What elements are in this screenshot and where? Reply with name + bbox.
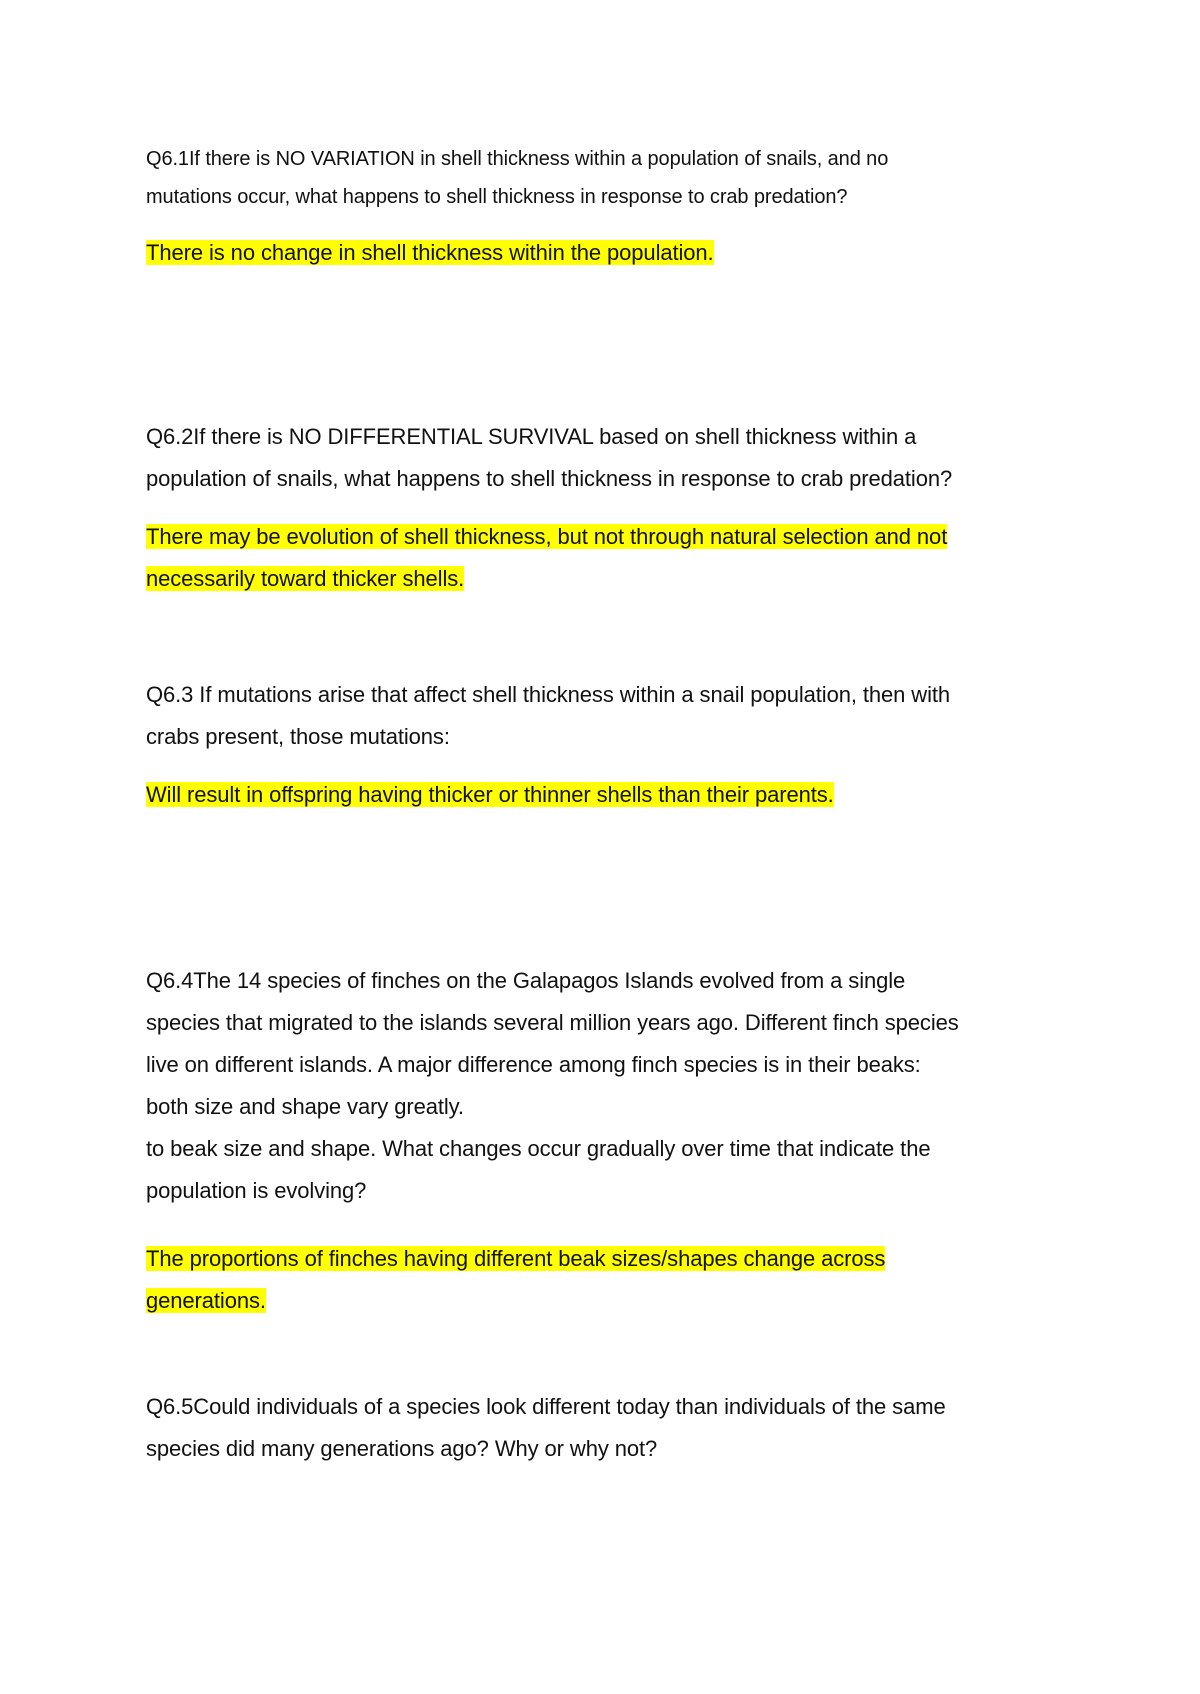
question-q6-4 <box>146 960 1076 1212</box>
question-q6-5 <box>146 1386 1076 1470</box>
question-line: Q6.2If there is NO DIFFERENTIAL SURVIVAL based on shell thickness within a <box>146 424 917 449</box>
question-line: population of snails, what happens to shell thickness in response to crab predation? <box>146 466 953 491</box>
question-line: species that migrated to the islands several million years ago. Different finch species <box>146 1010 959 1035</box>
question-line: crabs present, those mutations: <box>146 724 450 749</box>
question-line: mutations occur, what happens to shell thickness in response to crab predation? <box>146 186 848 208</box>
answer-highlight: The proportions of finches having different beak sizes/shapes change across <box>146 1246 886 1271</box>
question-line: Q6.1If there is NO VARIATION in shell thickness within a population of snails, and no <box>146 148 889 170</box>
question-line: to beak size and shape. What changes occur gradually over time that indicate the <box>146 1136 931 1161</box>
answer-highlight: There is no change in shell thickness within the population. <box>146 240 714 265</box>
answer-q6-2 <box>146 516 1076 600</box>
answer-q6-3 <box>146 774 1076 816</box>
question-line: Q6.3 If mutations arise that affect shell thickness within a snail population, then with <box>146 682 951 707</box>
answer-highlight: Will result in offspring having thicker or thinner shells than their parents. <box>146 782 834 807</box>
answer-highlight: There may be evolution of shell thickness, but not through natural selection and not <box>146 524 948 549</box>
question-q6-3 <box>146 674 1076 758</box>
question-line: Q6.5Could individuals of a species look different today than individuals of the same <box>146 1394 946 1419</box>
question-line: Q6.4The 14 species of finches on the Galapagos Islands evolved from a single <box>146 968 906 993</box>
answer-q6-1 <box>146 232 1076 274</box>
question-line: both size and shape vary greatly. <box>146 1094 464 1119</box>
question-line: species did many generations ago? Why or why not? <box>146 1436 658 1461</box>
question-q6-1 <box>146 140 1076 216</box>
question-line: population is evolving? <box>146 1178 367 1203</box>
answer-highlight: generations. <box>146 1288 266 1313</box>
question-q6-2 <box>146 416 1076 500</box>
answer-q6-4 <box>146 1238 1076 1322</box>
question-line: live on different islands. A major difference among finch species is in their beaks: <box>146 1052 921 1077</box>
answer-highlight: necessarily toward thicker shells. <box>146 566 465 591</box>
